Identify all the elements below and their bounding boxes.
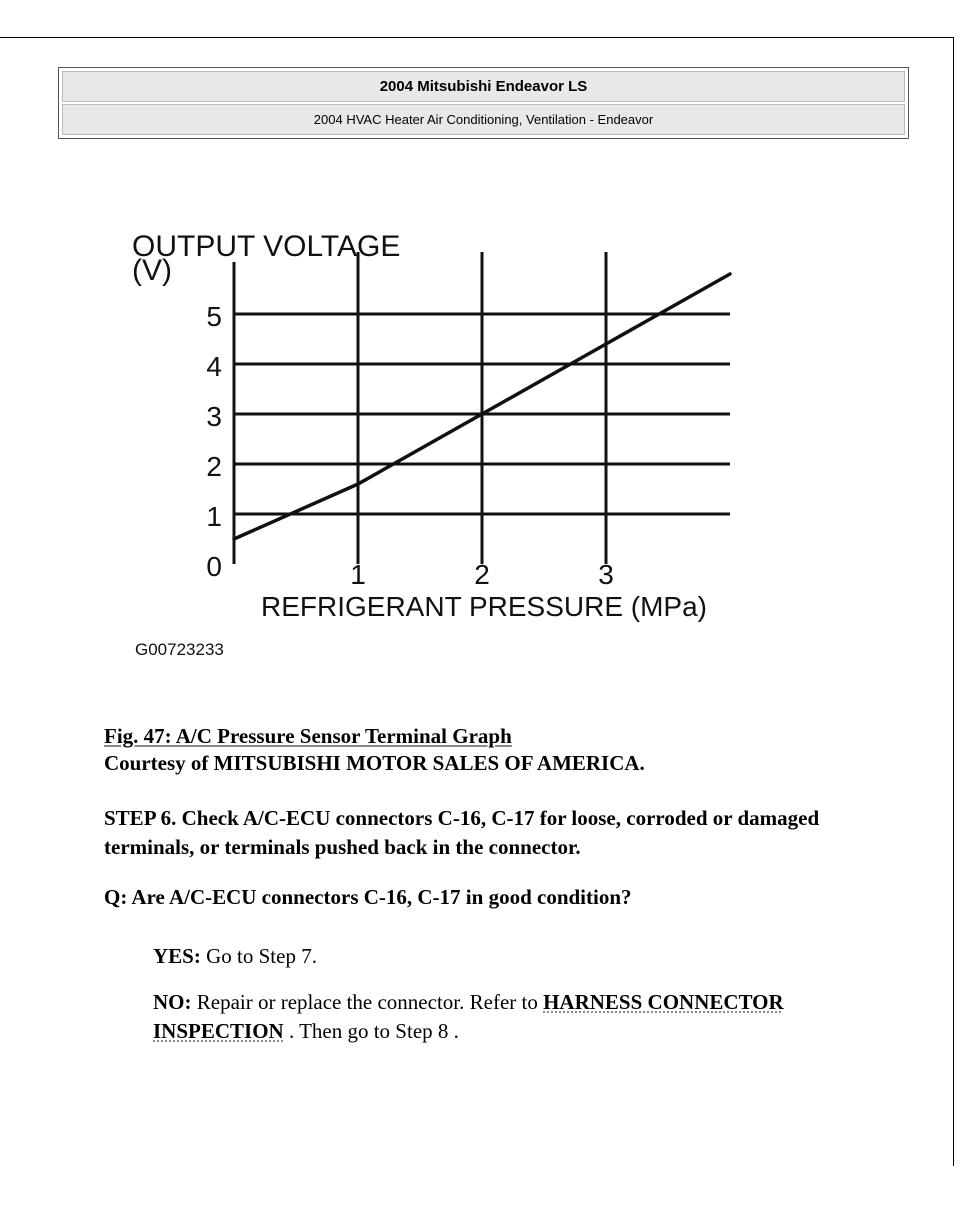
x-tick-labels — [350, 559, 614, 590]
no-after-text: . Then go to Step 8 . — [283, 1019, 459, 1043]
x-tick-2: 2 — [474, 559, 490, 590]
figure-code: G00723233 — [135, 640, 224, 659]
figure-caption — [104, 723, 884, 777]
yes-label: YES: — [153, 944, 201, 968]
pressure-sensor-graph — [118, 222, 748, 662]
caption-courtesy: Courtesy of MITSUBISHI MOTOR SALES OF AMERICA. — [104, 751, 645, 775]
x-tick-1: 1 — [350, 559, 366, 590]
question-text: Q: Are A/C-ECU connectors C-16, C-17 in good condition? — [104, 885, 632, 909]
yes-text: Go to Step 7. — [200, 944, 317, 968]
y-tick-5: 5 — [206, 301, 222, 332]
y-tick-3: 3 — [206, 401, 222, 432]
header-title: 2004 Mitsubishi Endeavor LS — [62, 71, 905, 102]
no-text: Repair or replace the connector. Refer to — [191, 990, 544, 1014]
y-tick-1: 1 — [206, 501, 222, 532]
graph-svg — [118, 222, 748, 662]
grid-lines — [234, 252, 730, 564]
yes-answer — [153, 942, 873, 971]
y-tick-4: 4 — [206, 351, 222, 382]
document-header — [58, 67, 909, 139]
caption-title: Fig. 47: A/C Pressure Sensor Terminal Graph — [104, 724, 512, 748]
step-6-text: STEP 6. Check A/C-ECU connectors C-16, C-17 for loose, corroded or damaged terminals, or terminals pushed back in the connector. — [104, 806, 820, 859]
no-answer — [153, 988, 873, 1046]
y-tick-2: 2 — [206, 451, 222, 482]
y-tick-0: 0 — [206, 551, 222, 582]
no-label: NO: — [153, 990, 192, 1014]
x-tick-3: 3 — [598, 559, 614, 590]
y-axis-title-line1: OUTPUT VOLTAGE — [132, 230, 401, 263]
header-subtitle: 2004 HVAC Heater Air Conditioning, Ventilation - Endeavor — [62, 104, 905, 135]
harness-connector-inspection-link[interactable]: HARNESS CONNECTOR INSPECTION — [153, 990, 784, 1043]
y-axis-title-line2: (V) — [132, 254, 172, 287]
x-axis-title: REFRIGERANT PRESSURE (MPa) — [261, 591, 707, 622]
y-tick-labels — [206, 301, 222, 582]
